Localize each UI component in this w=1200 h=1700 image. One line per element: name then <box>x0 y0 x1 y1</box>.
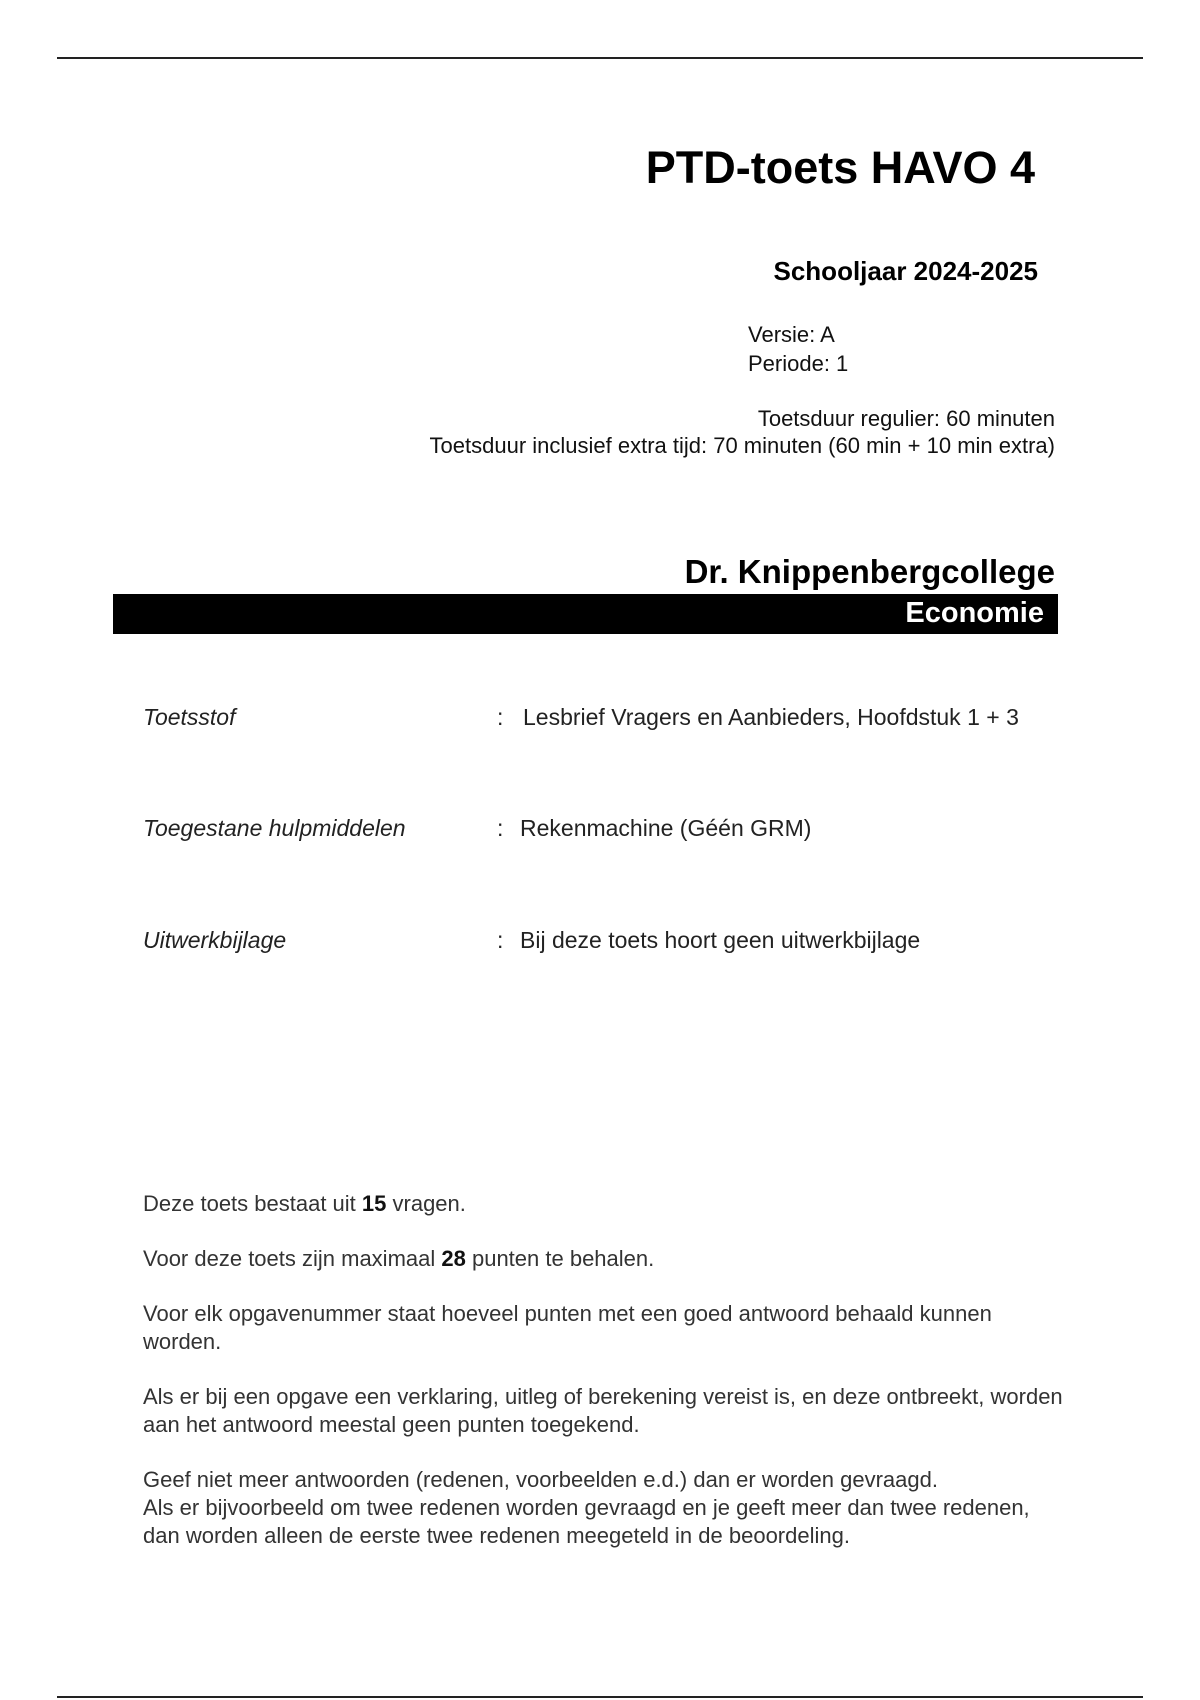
instruction-answers-line1: Geef niet meer antwoorden (redenen, voorbeelden e.d.) dan er worden gevraagd. <box>143 1467 938 1492</box>
instruction-explanation: Als er bij een opgave een verklaring, uitleg of berekening vereist is, en deze ontbreekt, worden aan het antwoord meestal geen punten toegekend. <box>143 1384 1063 1437</box>
instruction-question-count: Deze toets bestaat uit 15 vragen. <box>143 1191 466 1216</box>
school-year: Schooljaar 2024-2025 <box>773 256 1038 286</box>
version-block <box>748 320 848 378</box>
info-colon: : <box>497 815 504 841</box>
school-name: Dr. Knippenbergcollege <box>684 553 1055 590</box>
instruction-points-per-question: Voor elk opgavenummer staat hoeveel punten met een goed antwoord behaald kunnen worden. <box>143 1301 992 1354</box>
max-points: 28 <box>441 1246 466 1271</box>
duration-regular: Toetsduur regulier: 60 minuten <box>757 406 1055 431</box>
info-value: Bij deze toets hoort geen uitwerkbijlage <box>520 927 921 953</box>
subject-bar <box>113 594 1058 634</box>
instructions <box>143 1190 1063 1577</box>
info-label: Uitwerkbijlage <box>143 927 287 953</box>
period-label: Periode: 1 <box>748 351 849 376</box>
info-value: Rekenmachine (Géén GRM) <box>520 815 812 841</box>
info-label: Toetsstof <box>143 704 236 730</box>
info-colon: : <box>497 704 504 730</box>
instruction-max-points: Voor deze toets zijn maximaal 28 punten te behalen. <box>143 1246 655 1271</box>
version-label: Versie: A <box>748 322 835 347</box>
question-count: 15 <box>361 1191 387 1216</box>
info-row-uitwerkbijlage <box>143 927 1083 961</box>
info-value: Lesbrief Vragers en Aanbieders, Hoofdstuk 1 + 3 <box>523 704 1019 730</box>
subject-label: Economie <box>905 597 1044 629</box>
duration-block <box>430 405 1055 459</box>
bottom-rule <box>57 1696 1143 1698</box>
instruction-answers-line2: Als er bijvoorbeeld om twee redenen worden gevraagd en je geeft meer dan twee redenen, dan worden alleen de eerste twee redenen meegeteld in de beoordeling. <box>143 1495 1030 1548</box>
info-colon: : <box>497 927 504 953</box>
instruction-answers <box>143 1466 1063 1550</box>
info-row-hulpmiddelen <box>143 815 1083 849</box>
info-row-toetsstof <box>143 704 1083 738</box>
top-rule <box>57 57 1143 59</box>
duration-extra: Toetsduur inclusief extra tijd: 70 minuten (60 min + 10 min extra) <box>429 433 1055 458</box>
page-title: PTD-toets HAVO 4 <box>645 142 1035 193</box>
info-label: Toegestane hulpmiddelen <box>143 815 406 841</box>
